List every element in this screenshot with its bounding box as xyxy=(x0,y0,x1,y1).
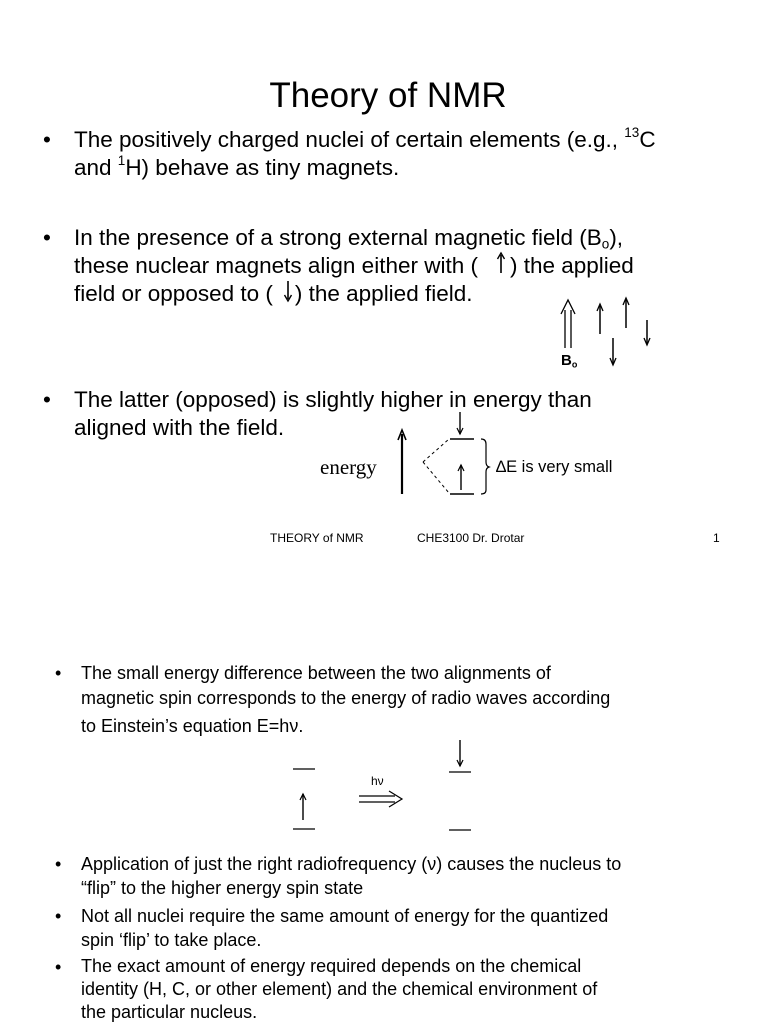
field-label-text: B xyxy=(561,352,572,369)
bullet-text-part: ), xyxy=(609,225,624,250)
delta-e-label: ∆E is very small xyxy=(496,458,613,476)
bullet-marker: • xyxy=(55,854,62,874)
energy-level-diagram xyxy=(395,410,595,500)
spin-up-arrow-icon xyxy=(458,465,464,490)
bullet-text-part: “flip” to the higher energy spin state xyxy=(81,878,364,898)
footer-middle: CHE3100 Dr. Drotar xyxy=(417,531,525,545)
bullet-text-part: to Einstein’s equation E=hν. xyxy=(81,716,304,736)
bullet-text xyxy=(81,661,610,739)
bullet-text-part: In the presence of a strong external magnetic field (B xyxy=(74,225,602,250)
spin-down-arrow-icon xyxy=(610,338,616,365)
energy-axis-arrow-icon xyxy=(398,430,406,494)
splitting-dashes xyxy=(423,439,449,493)
energy-gap-brace xyxy=(481,439,489,494)
bullet-text-part: The small energy difference between the two alignments of xyxy=(81,663,551,683)
bullet-marker: • xyxy=(55,957,62,977)
bullet-text-part: ) the applied field. xyxy=(294,281,473,306)
bullet-text-part: Not all nuclei require the same amount of energy for the quantized xyxy=(81,906,609,926)
subscript: o xyxy=(601,236,610,252)
bullet-text-part: spin ‘flip’ to take place. xyxy=(81,930,262,950)
bullet-text-part: The exact amount of energy required depends on the chemical xyxy=(81,956,582,976)
field-arrow-icon xyxy=(561,300,575,348)
bullet-text xyxy=(81,852,621,900)
bullet-marker: • xyxy=(43,387,51,412)
footer-page-number: 1 xyxy=(713,531,720,545)
bullet-text xyxy=(81,955,597,1024)
bullet-text-part: ) the applied xyxy=(509,253,634,278)
slide-title: Theory of NMR xyxy=(269,76,507,115)
spin-up-arrow-icon xyxy=(597,304,603,334)
subscript: o xyxy=(571,359,578,370)
hollow-right-arrow-icon xyxy=(359,791,402,807)
up-arrow-icon xyxy=(478,253,510,273)
bullet-text-part: The positively charged nuclei of certain elements (e.g., xyxy=(74,127,625,152)
spin-down-arrow-icon xyxy=(457,740,463,766)
bullet-text-part: identity (H, C, or other element) and the chemical environment of xyxy=(81,979,598,999)
bullet-text-part: C xyxy=(639,127,656,152)
bullet-text-part: The latter (opposed) is slightly higher in energy than xyxy=(74,387,592,412)
bullet-text-part: Application of just the right radiofrequency (ν) causes the nucleus to xyxy=(81,854,622,874)
bullet-text xyxy=(74,126,656,182)
bullet-text-part: the particular nucleus. xyxy=(81,1002,258,1022)
superscript: 13 xyxy=(624,124,640,140)
down-arrow-icon xyxy=(273,281,295,301)
bullet-text-part: magnetic spin corresponds to the energy of radio waves according xyxy=(81,688,611,708)
bullet-text-part: aligned with the field. xyxy=(74,415,285,440)
superscript: 1 xyxy=(117,152,126,168)
spin-down-arrow-icon xyxy=(644,320,650,345)
spin-up-arrow-icon xyxy=(623,298,629,328)
energy-label: energy xyxy=(320,455,377,479)
hv-label: hν xyxy=(371,774,384,788)
bullet-text xyxy=(81,904,608,952)
bullet-marker: • xyxy=(55,663,62,683)
spin-flip-diagram xyxy=(285,738,485,838)
field-label xyxy=(561,352,577,370)
bullet-text-part: field or opposed to ( xyxy=(74,281,273,306)
bullet-text-part: and xyxy=(74,155,118,180)
footer-left: THEORY of NMR xyxy=(270,531,364,545)
spin-down-arrow-icon xyxy=(457,412,463,434)
spin-up-arrow-icon xyxy=(300,794,306,820)
bullet-text-part: these nuclear magnets align either with ( xyxy=(74,253,478,278)
bullet-marker: • xyxy=(55,906,62,926)
bullet-marker: • xyxy=(43,225,51,250)
bullet-text xyxy=(74,224,634,308)
bullet-marker: • xyxy=(43,127,51,152)
bullet-text-part: H) behave as tiny magnets. xyxy=(125,155,400,180)
